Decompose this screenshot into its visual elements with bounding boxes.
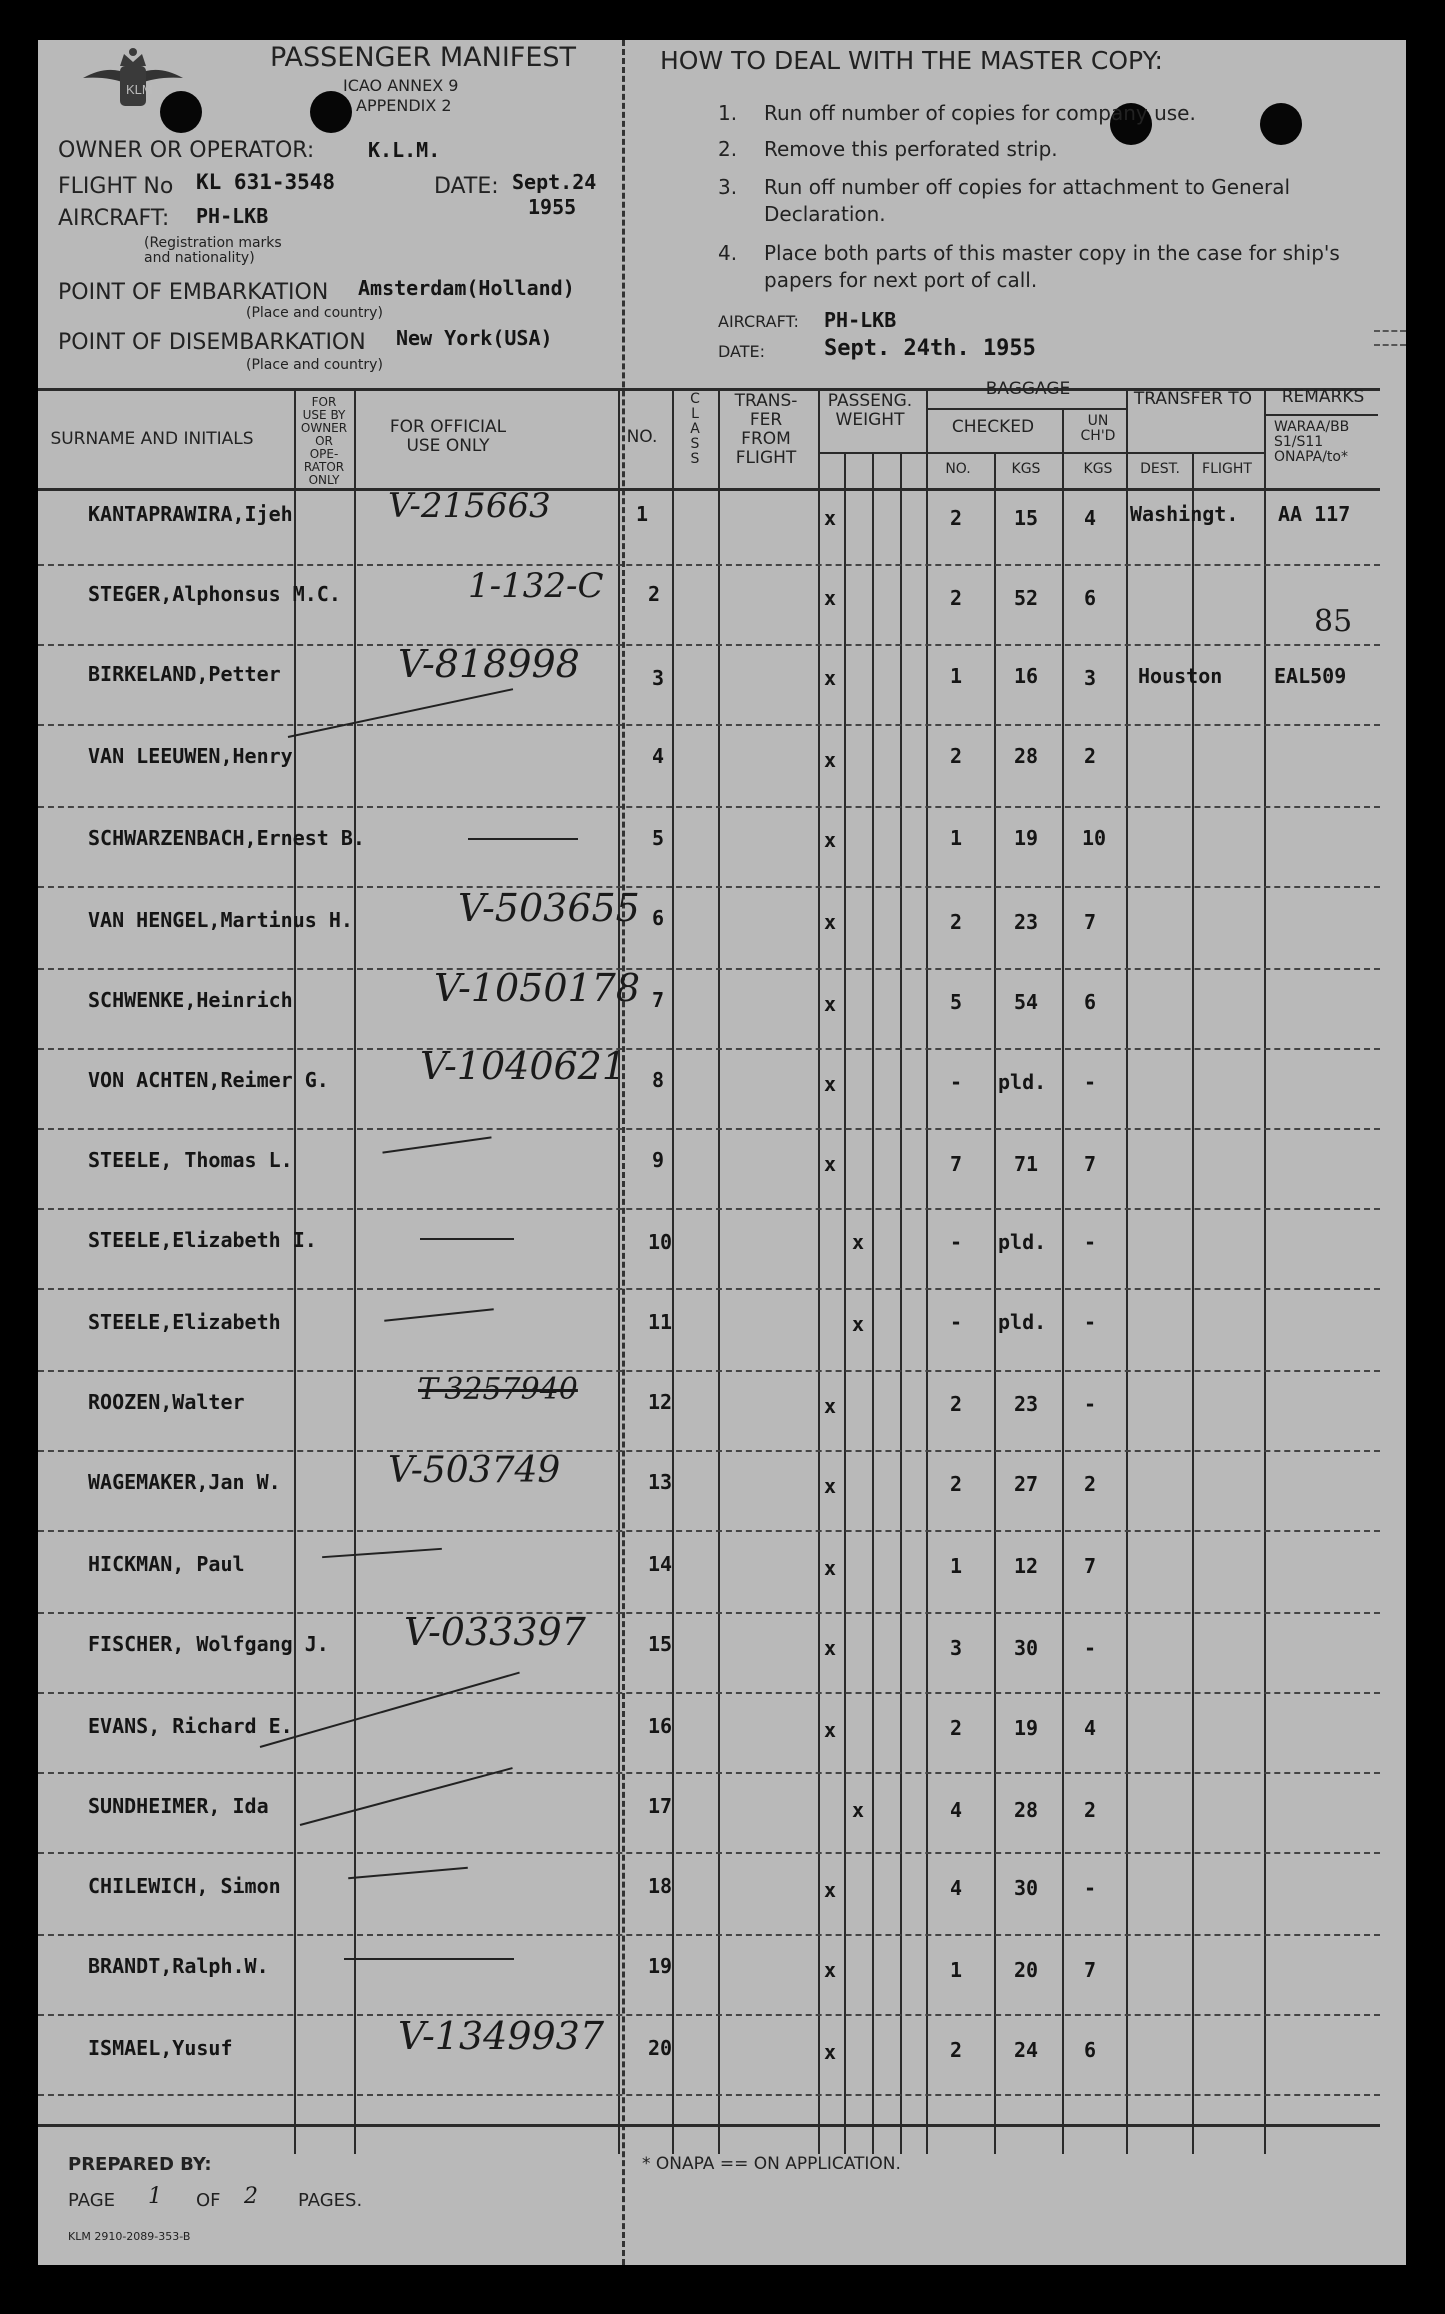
row-rule (38, 1128, 1380, 1130)
col-weight: PASSENG. WEIGHT (827, 391, 913, 430)
row-rule (38, 1852, 1380, 1854)
bag-count: 2 (950, 1392, 963, 1416)
transfer-sub-rule (1128, 452, 1264, 454)
bag-count: 2 (950, 1716, 963, 1740)
row-rule (38, 1612, 1380, 1614)
passenger-name: ISMAEL,Yusuf (88, 2036, 233, 2060)
col-transfer-from: TRANS- FER FROM FLIGHT (734, 391, 798, 468)
dash-line (344, 1958, 514, 1960)
weight-mark: x (824, 1152, 837, 1176)
official-number: V-1050178 (434, 966, 641, 1010)
official-number: V-818998 (398, 642, 580, 686)
registration-note: (Registration marks and nationality) (144, 235, 282, 266)
bag-count: 4 (950, 1876, 963, 1900)
bag-kgs: 16 (1014, 664, 1039, 688)
total-pages: 2 (244, 2184, 258, 2209)
col-remarks-sub: WARAA/BB S1/S11 ONAPA/to* (1274, 419, 1350, 465)
col-surname: SURNAME AND INITIALS (50, 429, 254, 449)
bag-kgs: 24 (1014, 2038, 1039, 2062)
flight-label: FLIGHT No (58, 174, 174, 199)
passenger-name: VON ACHTEN,Reimer G. (88, 1068, 329, 1092)
instr-aircraft-value: PH-LKB (824, 308, 897, 332)
disembarkation-value: New York(USA) (396, 326, 553, 350)
passenger-no: 6 (652, 906, 665, 930)
row-rule (38, 1530, 1380, 1532)
unchecked-kgs: 6 (1084, 2038, 1097, 2062)
unchecked-kgs: - (1084, 1230, 1097, 1254)
passenger-name: KANTAPRAWIRA,Ijeh (88, 502, 293, 526)
row-rule (38, 1288, 1380, 1290)
embarkation-label: POINT OF EMBARKATION (58, 280, 329, 305)
weight-mark: x (824, 1636, 837, 1660)
bag-kgs: 23 (1014, 1392, 1039, 1416)
remarks-sub-rule (1266, 414, 1378, 416)
appendix-label: APPENDIX 2 (356, 96, 452, 115)
punch-hole (160, 91, 202, 133)
passenger-no: 9 (652, 1148, 665, 1172)
passenger-name: EVANS, Richard E. (88, 1714, 293, 1738)
disembarkation-label: POINT OF DISEMBARKATION (58, 330, 366, 355)
checked-sub-rule (926, 452, 1126, 454)
instr-date-value: Sept. 24th. 1955 (824, 336, 1036, 361)
instruction-2-text: Remove this perforated strip. (764, 137, 1058, 161)
weight-mark: x (824, 1718, 837, 1742)
footnote: * ONAPA == ON APPLICATION. (642, 2154, 901, 2174)
bag-kgs: 12 (1014, 1554, 1039, 1578)
dash-line (384, 1308, 494, 1321)
col-rule (1264, 388, 1266, 2154)
col-rule (672, 388, 674, 2154)
col-rule (1062, 408, 1064, 2154)
official-number: T-3257940 (418, 1372, 578, 1407)
transfer-flight: AA 117 (1278, 502, 1351, 526)
col-class: C L A S S (690, 391, 700, 467)
dash-line (468, 838, 578, 840)
header-bottom-rule (38, 488, 1380, 491)
instruction-4-num: 4. (718, 241, 738, 265)
passenger-name: STEELE, Thomas L. (88, 1148, 293, 1172)
col-rule (354, 388, 356, 2154)
bag-count: 2 (950, 1472, 963, 1496)
instruction-4-text: Place both parts of this master copy in the case for ship's papers for next port of call. (764, 241, 1340, 292)
passenger-no: 13 (648, 1470, 673, 1494)
bag-count: 4 (950, 1798, 963, 1822)
passenger-name: FISCHER, Wolfgang J. (88, 1632, 329, 1656)
unchecked-kgs: 2 (1084, 744, 1097, 768)
manifest-sheet (38, 40, 1406, 2265)
prepared-by-label: PREPARED BY: (68, 2154, 212, 2175)
bag-count: 1 (950, 664, 963, 688)
row-rule (38, 806, 1380, 808)
edge-tick-mark (1374, 330, 1406, 346)
perforation-line (622, 40, 625, 2265)
weight-mark: x (824, 828, 837, 852)
bag-count: 2 (950, 506, 963, 530)
col-official: FOR OFFICIAL USE ONLY (389, 417, 507, 456)
transfer-dest: Washingt. (1130, 502, 1239, 526)
unchecked-kgs: 2 (1084, 1798, 1097, 1822)
manifest-title: PASSENGER MANIFEST (270, 42, 577, 73)
bag-kgs: 15 (1014, 506, 1039, 530)
passenger-name: VAN LEEUWEN,Henry (88, 744, 293, 768)
pages-label: PAGES. (298, 2190, 363, 2211)
passenger-name: HICKMAN, Paul (88, 1552, 245, 1576)
passenger-no: 1 (636, 502, 649, 526)
bag-kgs: 30 (1014, 1636, 1039, 1660)
date-value: Sept.24 (512, 170, 597, 194)
col-rule (844, 452, 846, 2154)
bag-count: - (950, 1310, 963, 1334)
bag-kgs: 20 (1014, 1958, 1039, 1982)
table-bottom-rule (38, 2124, 1380, 2127)
strike-line (260, 1672, 520, 1748)
official-number: V-1349937 (398, 2014, 605, 2058)
col-baggage: BAGGAGE (985, 379, 1071, 399)
unchecked-kgs: - (1084, 1392, 1097, 1416)
transfer-dest: Houston (1138, 664, 1223, 688)
col-rule (994, 452, 996, 2154)
strike-line (300, 1767, 513, 1826)
bag-count: - (950, 1230, 963, 1254)
col-owner-use: FOR USE BY OWNER OR OPE- RATOR ONLY (300, 395, 348, 487)
remark-value: 85 (1314, 604, 1353, 639)
passenger-name: ROOZEN,Walter (88, 1390, 245, 1414)
passenger-no: 18 (648, 1874, 673, 1898)
official-number: 1-132-C (468, 566, 604, 606)
official-number: V-215663 (388, 486, 551, 526)
weight-mark: x (824, 1958, 837, 1982)
row-rule (38, 1370, 1380, 1372)
weight-mark: x (824, 1474, 837, 1498)
aircraft-value: PH-LKB (196, 204, 269, 228)
col-checked: CHECKED (951, 417, 1035, 437)
transfer-flight: EAL509 (1274, 664, 1347, 688)
col-rule (618, 388, 620, 2154)
official-number: V-503749 (388, 1450, 561, 1491)
unchecked-kgs: 7 (1084, 910, 1097, 934)
year-value: 1955 (528, 195, 577, 219)
unchecked-kgs: 2 (1084, 1472, 1097, 1496)
weight-mark: x (824, 2040, 837, 2064)
row-rule (38, 644, 1380, 646)
form-code: KLM 2910-2089-353-B (68, 2230, 191, 2243)
row-rule (38, 564, 1380, 566)
col-rule (926, 388, 928, 2154)
passenger-no: 5 (652, 826, 665, 850)
embarkation-value: Amsterdam(Holland) (358, 276, 575, 300)
row-rule (38, 968, 1380, 970)
unchecked-kgs: 6 (1084, 990, 1097, 1014)
svg-text:KLM: KLM (126, 82, 153, 97)
unchecked-kgs: - (1084, 1876, 1097, 1900)
row-rule (38, 1772, 1380, 1774)
bag-kgs: 27 (1014, 1472, 1039, 1496)
passenger-name: SCHWARZENBACH,Ernest B. (88, 826, 365, 850)
page-label: PAGE (68, 2190, 116, 2211)
row-rule (38, 1692, 1380, 1694)
page-number: 1 (148, 2184, 162, 2209)
col-rule (1192, 452, 1194, 2154)
passenger-no: 10 (648, 1230, 673, 1254)
weight-mark-2: x (852, 1312, 865, 1336)
instruction-1-num: 1. (718, 101, 738, 125)
unchecked-kgs: 10 (1082, 826, 1107, 850)
passenger-name: CHILEWICH, Simon (88, 1874, 281, 1898)
col-kgs-unchecked: KGS (1083, 461, 1113, 477)
official-number: V-033397 (404, 1610, 586, 1654)
row-rule (38, 1934, 1380, 1936)
weight-mark: x (824, 586, 837, 610)
row-rule (38, 886, 1380, 888)
weight-mark: x (824, 910, 837, 934)
weight-mark: x (824, 748, 837, 772)
col-flight: FLIGHT (1202, 461, 1252, 477)
instruction-2-num: 2. (718, 137, 738, 161)
passenger-no: 8 (652, 1068, 665, 1092)
owner-value: K.L.M. (368, 138, 441, 162)
weight-mark: x (824, 506, 837, 530)
passenger-no: 14 (648, 1552, 673, 1576)
unchecked-kgs: - (1084, 1636, 1097, 1660)
weight-mark: x (824, 992, 837, 1016)
unchecked-kgs: - (1084, 1310, 1097, 1334)
passenger-no: 19 (648, 1954, 673, 1978)
dash-line (420, 1238, 514, 1240)
bag-count: - (950, 1070, 963, 1094)
unchecked-kgs: 7 (1084, 1152, 1097, 1176)
passenger-no: 17 (648, 1794, 673, 1818)
bag-kgs: 19 (1014, 1716, 1039, 1740)
bag-kgs: 52 (1014, 586, 1039, 610)
unchecked-kgs: 6 (1084, 586, 1097, 610)
passenger-no: 3 (652, 666, 665, 690)
bag-kgs: 28 (1014, 744, 1039, 768)
aircraft-label: AIRCRAFT: (58, 206, 170, 231)
bag-kgs: 19 (1014, 826, 1039, 850)
dash-line (322, 1548, 442, 1558)
unchecked-kgs: 4 (1084, 1716, 1097, 1740)
col-transfer-to: TRANSFER TO (1133, 389, 1253, 409)
weight-mark-2: x (852, 1798, 865, 1822)
official-number: V-503655 (458, 886, 640, 930)
dash-line (382, 1136, 491, 1153)
col-rule (294, 388, 296, 2154)
col-dest: DEST. (1140, 461, 1180, 477)
passenger-no: 15 (648, 1632, 673, 1656)
passenger-name: STEELE,Elizabeth I. (88, 1228, 317, 1252)
instruction-3-text: Run off number off copies for attachment to General Declaration. (764, 175, 1291, 226)
bag-count: 2 (950, 910, 963, 934)
punch-hole (310, 91, 352, 133)
weight-mark: x (824, 1072, 837, 1096)
passenger-no: 2 (648, 582, 661, 606)
unchecked-kgs: 7 (1084, 1554, 1097, 1578)
instr-date-label: DATE: (718, 342, 766, 361)
place-note: (Place and country) (246, 305, 383, 321)
weight-mark: x (824, 1878, 837, 1902)
passenger-name: STEELE,Elizabeth (88, 1310, 281, 1334)
bag-count: 2 (950, 744, 963, 768)
weight-mark: x (824, 666, 837, 690)
passenger-name: VAN HENGEL,Martinus H. (88, 908, 353, 932)
bag-count: 1 (950, 1554, 963, 1578)
bag-count: 3 (950, 1636, 963, 1660)
passenger-no: 11 (648, 1310, 673, 1334)
weight-mark: x (824, 1556, 837, 1580)
passenger-name: BRANDT,Ralph.W. (88, 1954, 269, 1978)
bag-kgs: 28 (1014, 1798, 1039, 1822)
instruction-3-num: 3. (718, 175, 738, 199)
col-rule (718, 388, 720, 2154)
date-label: DATE: (434, 174, 499, 199)
passenger-no: 4 (652, 744, 665, 768)
row-rule (38, 1048, 1380, 1050)
passenger-name: WAGEMAKER,Jan W. (88, 1470, 281, 1494)
col-rule (1126, 388, 1128, 2154)
col-rule (872, 452, 874, 2154)
instr-aircraft-label: AIRCRAFT: (718, 312, 799, 331)
col-kgs: KGS (1011, 461, 1041, 477)
passenger-name: SCHWENKE,Heinrich (88, 988, 293, 1012)
col-unchecked: UN CH'D (1080, 413, 1116, 444)
passenger-name: STEGER,Alphonsus M.C. (88, 582, 341, 606)
weight-mark: x (824, 1394, 837, 1418)
bag-kgs: 71 (1014, 1152, 1039, 1176)
col-remarks: REMARKS (1281, 387, 1365, 407)
passenger-name: BIRKELAND,Petter (88, 662, 281, 686)
bag-count: 2 (950, 586, 963, 610)
passenger-no: 12 (648, 1390, 673, 1414)
bag-kgs: pld. (998, 1310, 1047, 1334)
bag-count: 1 (950, 826, 963, 850)
unchecked-kgs: 3 (1084, 666, 1097, 690)
baggage-sub-rule (926, 408, 1126, 410)
instruction-1-text: Run off number of copies for company use. (764, 101, 1196, 125)
bag-kgs: 23 (1014, 910, 1039, 934)
official-number: V-1040621 (420, 1044, 627, 1088)
bag-kgs: 54 (1014, 990, 1039, 1014)
row-rule (38, 1208, 1380, 1210)
col-bag-no: NO. (945, 461, 971, 477)
owner-label: OWNER OR OPERATOR: (58, 138, 315, 163)
passenger-name: SUNDHEIMER, Ida (88, 1794, 269, 1818)
dash-line (348, 1867, 468, 1879)
weight-mark-2: x (852, 1230, 865, 1254)
row-rule (38, 724, 1380, 726)
col-rule (900, 452, 902, 2154)
place-note-2: (Place and country) (246, 357, 383, 373)
bag-kgs: pld. (998, 1070, 1047, 1094)
passenger-no: 7 (652, 988, 665, 1012)
bag-count: 2 (950, 2038, 963, 2062)
passenger-no: 20 (648, 2036, 673, 2060)
instructions-title: HOW TO DEAL WITH THE MASTER COPY: (660, 46, 1163, 75)
unchecked-kgs: 7 (1084, 1958, 1097, 1982)
of-label: OF (196, 2190, 221, 2211)
row-rule (38, 2094, 1380, 2096)
col-rule (818, 388, 820, 2154)
annex-label: ICAO ANNEX 9 (343, 76, 459, 95)
flight-value: KL 631-3548 (196, 170, 336, 194)
passenger-no: 16 (648, 1714, 673, 1738)
unchecked-kgs: - (1084, 1070, 1097, 1094)
strike-line (288, 688, 513, 738)
row-rule (38, 1450, 1380, 1452)
row-rule (38, 2014, 1380, 2016)
bag-kgs: pld. (998, 1230, 1047, 1254)
col-no: NO. (626, 427, 658, 447)
bag-count: 7 (950, 1152, 963, 1176)
bag-count: 1 (950, 1958, 963, 1982)
bag-kgs: 30 (1014, 1876, 1039, 1900)
bag-count: 5 (950, 990, 963, 1014)
unchecked-kgs: 4 (1084, 506, 1097, 530)
